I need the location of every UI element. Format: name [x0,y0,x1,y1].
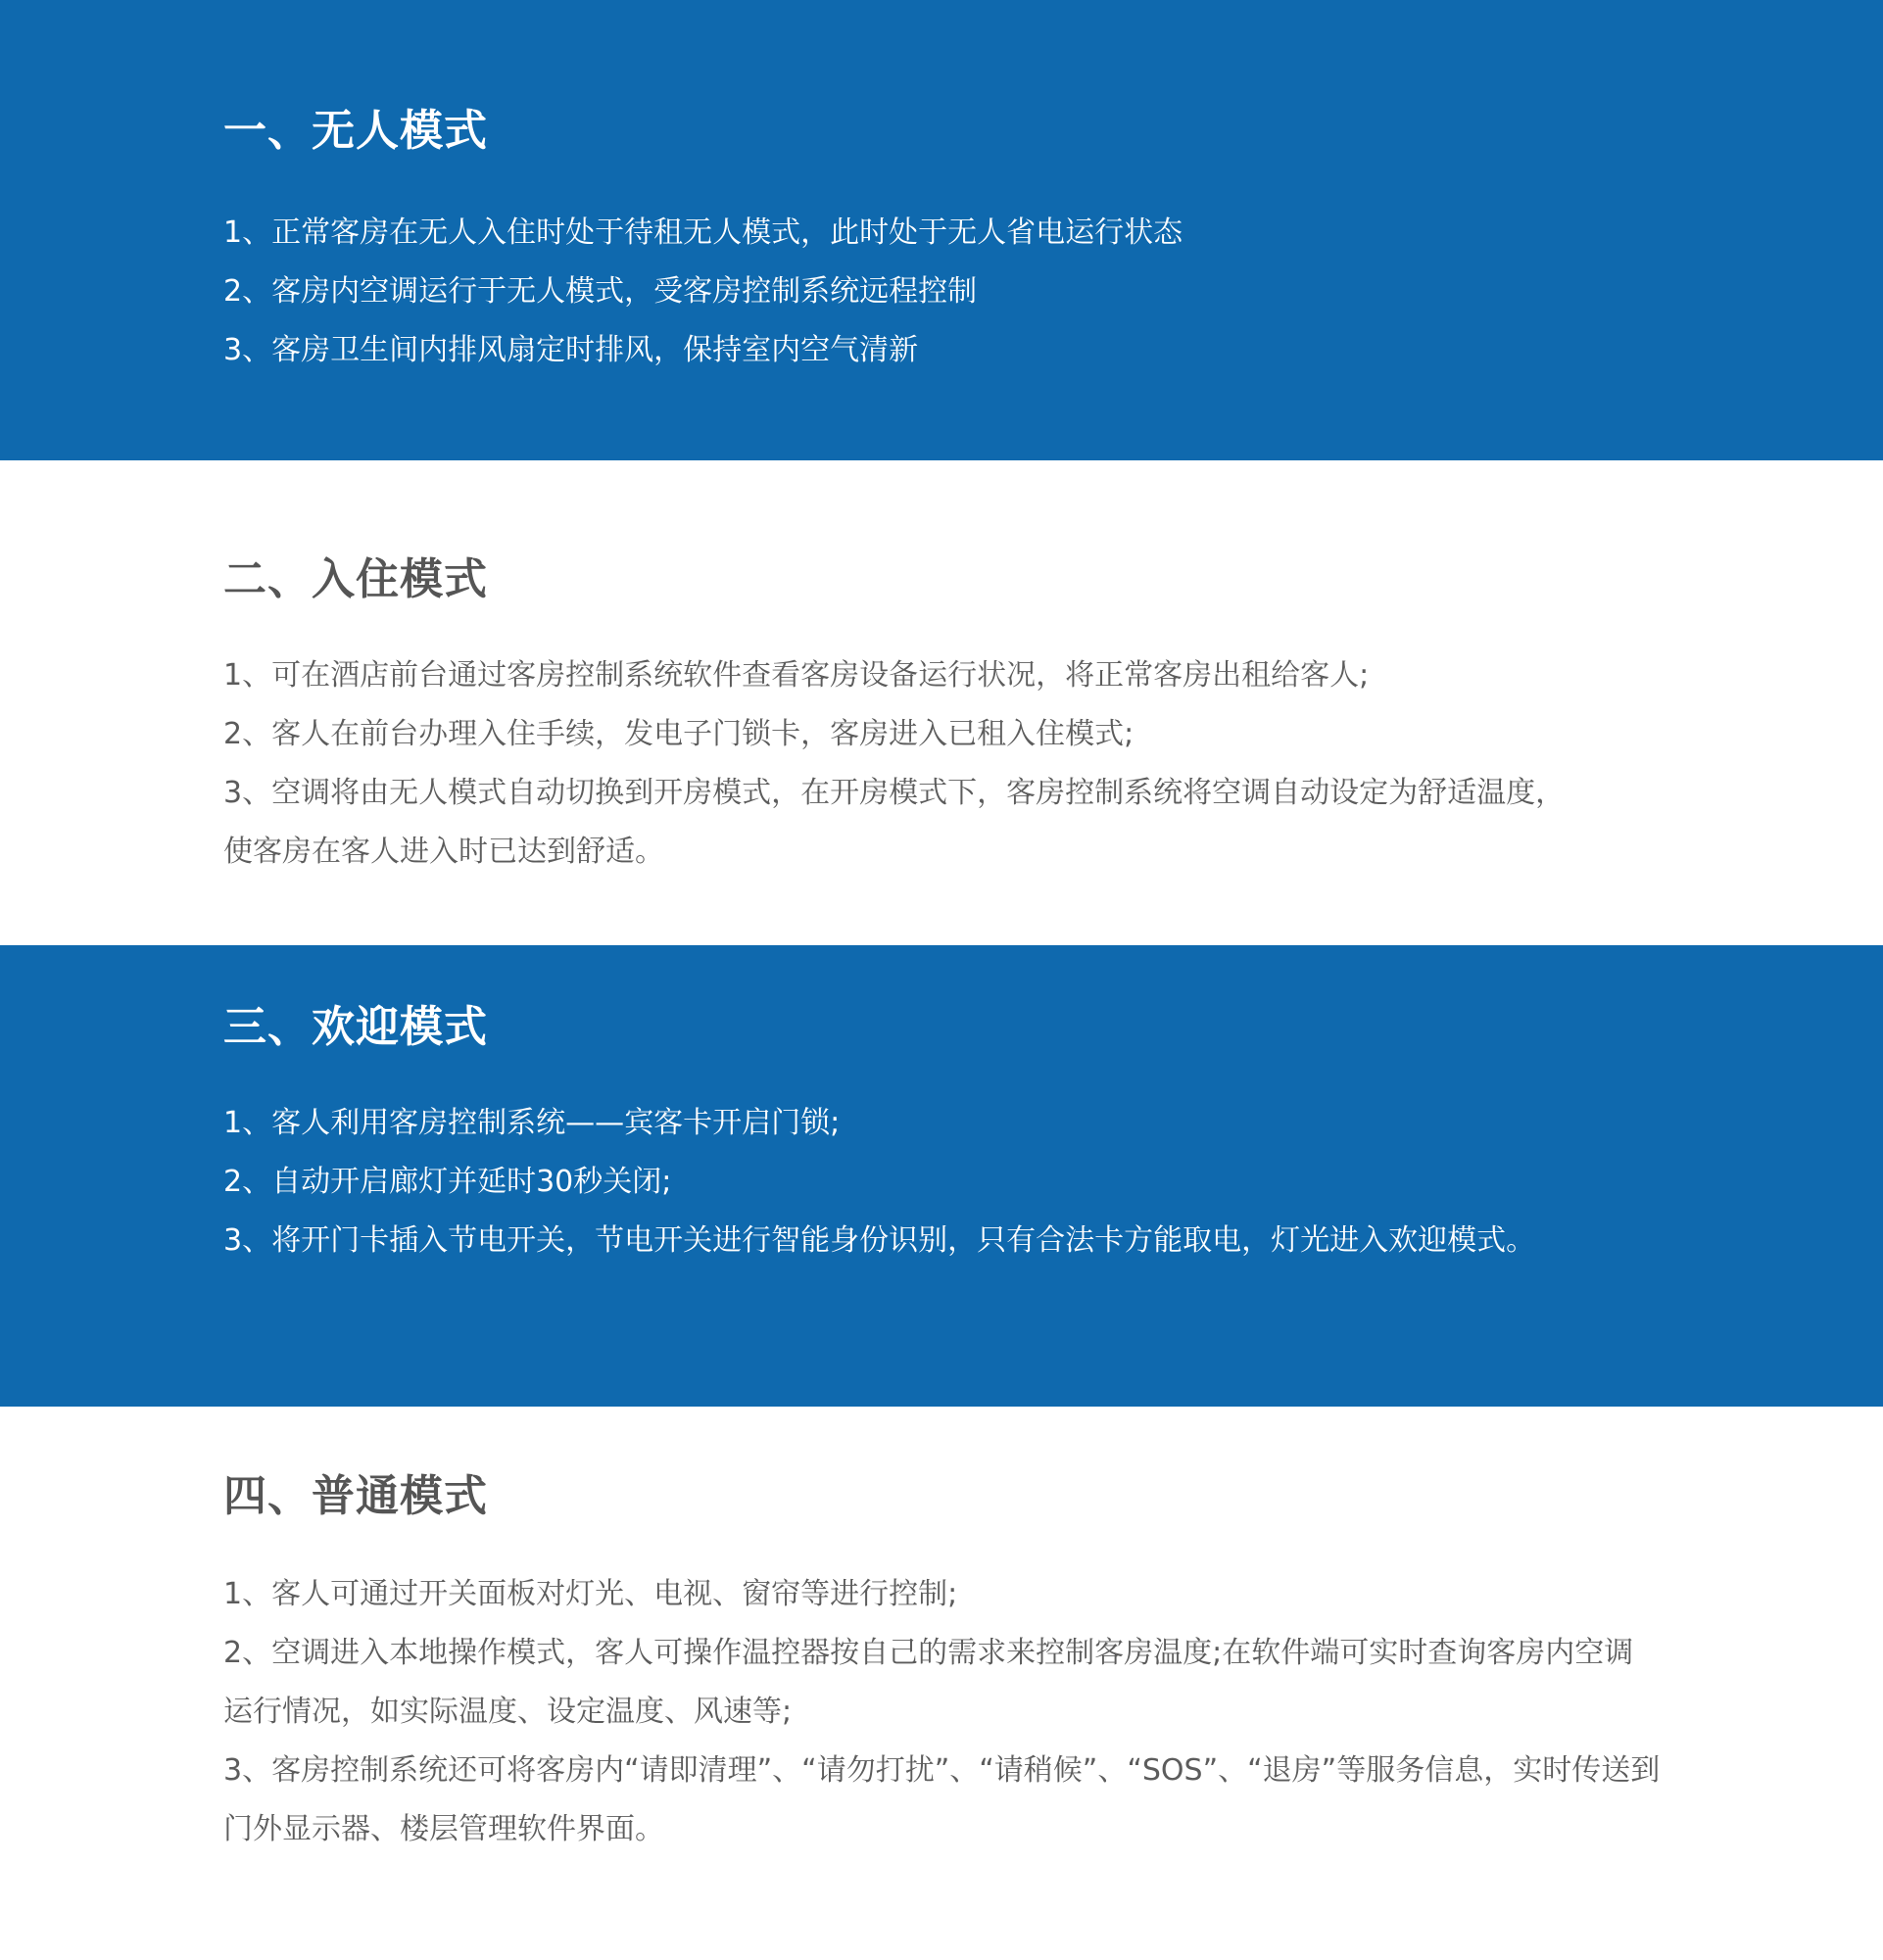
section-normal-mode [0,1407,1883,1960]
section-check-in-mode [0,460,1883,945]
list-item: 1、正常客房在无人入住时处于待租无人模式，此时处于无人省电运行状态 [223,215,1183,250]
list-item: 1、客人利用客房控制系统——宾客卡开启门锁; [223,1106,841,1140]
section-title: 一、无人模式 [223,106,488,156]
list-item: 使客房在客人进入时已达到舒适。 [223,835,664,869]
section-list [223,1094,1535,1270]
list-item: 2、自动开启廊灯并延时30秒关闭; [223,1165,672,1199]
section-list [223,1565,1660,1859]
list-item: 3、将开门卡插入节电开关，节电开关进行智能身份识别，只有合法卡方能取电，灯光进入欢迎模式。 [223,1223,1536,1258]
list-item: 2、空调进入本地操作模式，客人可操作温控器按自己的需求来控制客房温度;在软件端可实时查询客房内空调 [223,1636,1634,1670]
list-item: 3、客房控制系统还可将客房内“请即清理”、“请勿打扰”、“请稍候”、“SOS”、“退房”等服务信息，实时传送到 [223,1753,1661,1788]
list-item: 运行情况，如实际温度、设定温度、风速等; [223,1695,793,1729]
list-item: 1、客人可通过开关面板对灯光、电视、窗帘等进行控制; [223,1577,958,1611]
list-item: 1、可在酒店前台通过客房控制系统软件查看客房设备运行状况，将正常客房出租给客人; [223,658,1370,693]
section-list [223,204,1183,380]
section-unoccupied-mode [0,0,1883,460]
list-item: 2、客房内空调运行于无人模式，受客房控制系统远程控制 [223,274,978,309]
list-item: 3、客房卫生间内排风扇定时排风，保持室内空气清新 [223,333,919,367]
section-title: 四、普通模式 [223,1471,488,1521]
list-item: 3、空调将由无人模式自动切换到开房模式，在开房模式下，客房控制系统将空调自动设定为舒适温度， [223,776,1566,810]
list-item: 门外显示器、楼层管理软件界面。 [223,1812,664,1846]
list-item: 2、客人在前台办理入住手续，发电子门锁卡，客房进入已租入住模式; [223,717,1135,751]
section-title: 三、欢迎模式 [223,1002,488,1052]
section-welcome-mode [0,945,1883,1407]
section-list [223,646,1565,882]
section-title: 二、入住模式 [223,554,488,604]
